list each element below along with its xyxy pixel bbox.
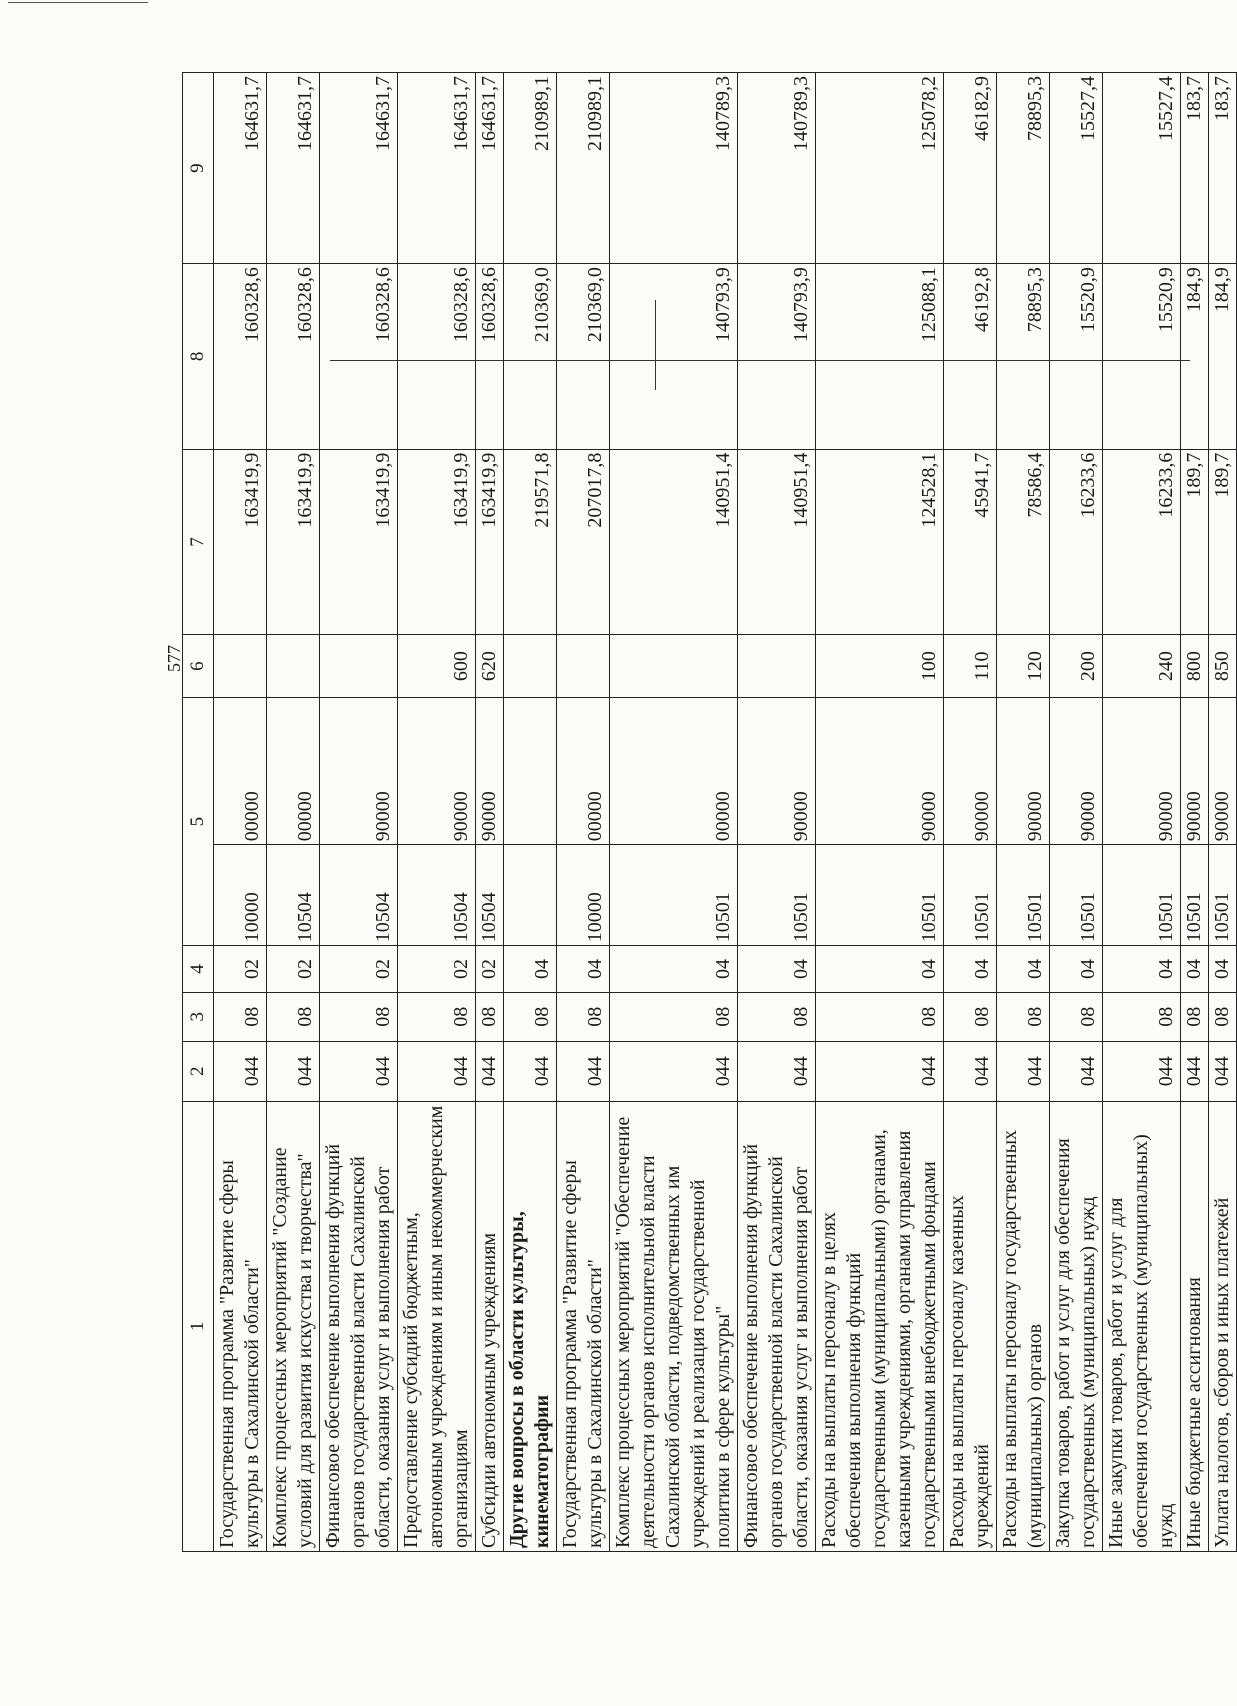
cell-c9: 164631,7: [267, 73, 320, 264]
cell-c2: 044: [1181, 1041, 1209, 1101]
cell-name: Расходы на выплаты персоналу казенных учреждений: [944, 1101, 997, 1551]
table-row: [944, 73, 997, 1552]
cell-c6: 240: [1103, 635, 1181, 698]
cell-c6: [557, 635, 610, 698]
cell-c6: 110: [944, 635, 997, 698]
cell-c5a: 10501: [610, 845, 738, 946]
cell-c5a: 10501: [997, 845, 1050, 946]
cell-c7: 163419,9: [476, 449, 504, 635]
table-row: [476, 73, 504, 1552]
cell-c4: 02: [320, 946, 398, 992]
cell-c6: [610, 635, 738, 698]
cell-c5b: 90000: [1209, 697, 1237, 844]
cell-c9: 46182,9: [944, 73, 997, 264]
cell-c3: 08: [267, 992, 320, 1041]
cell-c5b: 00000: [557, 697, 610, 844]
cell-name: Государственная программа "Развитие сферы культуры в Сахалинской области": [214, 1101, 267, 1551]
cell-c6: 620: [476, 635, 504, 698]
cell-c3: 08: [1181, 992, 1209, 1041]
table-row: [1181, 73, 1209, 1552]
cell-c7: 163419,9: [214, 449, 267, 635]
cell-name: Уплата налогов, сборов и иных платежей: [1209, 1101, 1237, 1551]
cell-c5a: 10000: [214, 845, 267, 946]
cell-name: Иные закупки товаров, работ и услуг для обеспечения государственных (муниципальных) нужд: [1103, 1101, 1181, 1551]
cell-c8: 46192,8: [944, 264, 997, 450]
cell-c7: 45941,7: [944, 449, 997, 635]
cell-c5b: 90000: [738, 697, 816, 844]
header-cell-9: 9: [183, 73, 214, 264]
cell-c5b: 90000: [476, 697, 504, 844]
cell-c5b: 00000: [610, 697, 738, 844]
cell-c4: 02: [398, 946, 476, 992]
cell-c2: 044: [476, 1041, 504, 1101]
budget-table: [182, 72, 1237, 1552]
cell-c5b: 90000: [816, 697, 944, 844]
cell-c7: 219571,8: [504, 449, 557, 635]
cell-c6: [214, 635, 267, 698]
cell-c9: 15527,4: [1050, 73, 1103, 264]
cell-c2: 044: [504, 1041, 557, 1101]
cell-name: Другие вопросы в области культуры, кинематографии: [504, 1101, 557, 1551]
cell-c5a: 10504: [476, 845, 504, 946]
cell-c7: 140951,4: [610, 449, 738, 635]
cell-c3: 08: [610, 992, 738, 1041]
table-row: [320, 73, 398, 1552]
cell-name: Расходы на выплаты персоналу государственных (муниципальных) органов: [997, 1101, 1050, 1551]
table-row: [1050, 73, 1103, 1552]
cell-c5b: [504, 697, 557, 844]
cell-c9: 164631,7: [320, 73, 398, 264]
cell-c8: 160328,6: [476, 264, 504, 450]
cell-c5b: 90000: [944, 697, 997, 844]
cell-c8: 15520,9: [1050, 264, 1103, 450]
cell-c8: 160328,6: [267, 264, 320, 450]
cell-c2: 044: [398, 1041, 476, 1101]
cell-c5a: 10504: [398, 845, 476, 946]
cell-c9: 210989,1: [557, 73, 610, 264]
cell-c8: 184,9: [1209, 264, 1237, 450]
cell-c6: 600: [398, 635, 476, 698]
cell-c6: [504, 635, 557, 698]
cell-c6: 800: [1181, 635, 1209, 698]
cell-name: Субсидии автономным учреждениям: [476, 1101, 504, 1551]
cell-c5b: 90000: [997, 697, 1050, 844]
cell-c9: 78895,3: [997, 73, 1050, 264]
cell-c6: [267, 635, 320, 698]
cell-c4: 04: [816, 946, 944, 992]
cell-c5a: 10501: [1209, 845, 1237, 946]
cell-c9: 140789,3: [738, 73, 816, 264]
cell-c8: 140793,9: [738, 264, 816, 450]
cell-c4: 04: [997, 946, 1050, 992]
cell-c3: 08: [398, 992, 476, 1041]
cell-c6: 100: [816, 635, 944, 698]
cell-c7: 16233,6: [1103, 449, 1181, 635]
cell-c3: 08: [816, 992, 944, 1041]
header-cell-7: 7: [183, 449, 214, 635]
header-cell-3: 3: [183, 992, 214, 1041]
table-row: [610, 73, 738, 1552]
cell-c7: 78586,4: [997, 449, 1050, 635]
cell-c9: 210989,1: [504, 73, 557, 264]
cell-c4: 04: [944, 946, 997, 992]
cell-c5b: 00000: [267, 697, 320, 844]
cell-c2: 044: [944, 1041, 997, 1101]
cell-c4: 04: [1209, 946, 1237, 992]
header-cell-4: 4: [183, 946, 214, 992]
cell-c4: 02: [214, 946, 267, 992]
cell-c4: 04: [557, 946, 610, 992]
cell-c5b: 90000: [320, 697, 398, 844]
cell-c7: 140951,4: [738, 449, 816, 635]
cell-c4: 04: [1050, 946, 1103, 992]
cell-c5a: 10501: [1103, 845, 1181, 946]
cell-c8: 15520,9: [1103, 264, 1181, 450]
table-row: [398, 73, 476, 1552]
cell-c3: 08: [997, 992, 1050, 1041]
page-number: 577: [164, 645, 184, 672]
cell-c7: 163419,9: [398, 449, 476, 635]
cell-c8: 210369,0: [557, 264, 610, 450]
cell-c7: 163419,9: [320, 449, 398, 635]
header-cell-8: 8: [183, 264, 214, 450]
cell-c9: 164631,7: [214, 73, 267, 264]
cell-c9: 183,7: [1181, 73, 1209, 264]
table-row: [816, 73, 944, 1552]
cell-name: Иные бюджетные ассигнования: [1181, 1101, 1209, 1551]
cell-c3: 08: [476, 992, 504, 1041]
cell-c4: 02: [267, 946, 320, 992]
cell-c3: 08: [944, 992, 997, 1041]
cell-c2: 044: [997, 1041, 1050, 1101]
header-row: [183, 73, 214, 1552]
cell-name: Финансовое обеспечение выполнения функций органов государственной власти Сахалинской области, оказания услуг и выполнения работ: [320, 1101, 398, 1551]
cell-c2: 044: [1209, 1041, 1237, 1101]
cell-c5a: 10501: [738, 845, 816, 946]
cell-c9: 164631,7: [476, 73, 504, 264]
table-body: [183, 73, 1237, 1552]
cell-c2: 044: [557, 1041, 610, 1101]
header-cell-2: 2: [183, 1041, 214, 1101]
cell-c3: 08: [1050, 992, 1103, 1041]
cell-c3: 08: [738, 992, 816, 1041]
cell-c9: 164631,7: [398, 73, 476, 264]
cell-c6: [320, 635, 398, 698]
table-row: [267, 73, 320, 1552]
table-row: [1209, 73, 1237, 1552]
cell-c3: 08: [214, 992, 267, 1041]
cell-c5b: 00000: [214, 697, 267, 844]
cell-c9: 183,7: [1209, 73, 1237, 264]
table-row: [504, 73, 557, 1552]
cell-c7: 124528,1: [816, 449, 944, 635]
cell-c2: 044: [1050, 1041, 1103, 1101]
cell-name: Комплекс процессных мероприятий "Создание условий для развития искусства и творчества": [267, 1101, 320, 1551]
cell-c2: 044: [738, 1041, 816, 1101]
cell-c5b: 90000: [398, 697, 476, 844]
header-cell-6: 6: [183, 635, 214, 698]
cell-c2: 044: [1103, 1041, 1181, 1101]
cell-c8: 160328,6: [320, 264, 398, 450]
cell-c8: 160328,6: [398, 264, 476, 450]
cell-c6: 120: [997, 635, 1050, 698]
cell-c8: 140793,9: [610, 264, 738, 450]
cell-c2: 044: [816, 1041, 944, 1101]
cell-c4: 04: [504, 946, 557, 992]
cell-c7: 163419,9: [267, 449, 320, 635]
cell-name: Комплекс процессных мероприятий "Обеспечение деятельности органов исполнительной власти Сахалинской области, подведомственных им учреждений и реализация государственной политики в сфере культуры": [610, 1101, 738, 1551]
table-row: [1103, 73, 1181, 1552]
cell-c7: 189,7: [1181, 449, 1209, 635]
rotated-page: [136, 72, 1233, 1552]
cell-c8: 160328,6: [214, 264, 267, 450]
cell-c3: 08: [504, 992, 557, 1041]
cell-c6: [738, 635, 816, 698]
cell-c9: 15527,4: [1103, 73, 1181, 264]
cell-c7: 189,7: [1209, 449, 1237, 635]
cell-c5b: 90000: [1181, 697, 1209, 844]
cell-c9: 140789,3: [610, 73, 738, 264]
cell-c3: 08: [320, 992, 398, 1041]
cell-c2: 044: [267, 1041, 320, 1101]
cell-name: Расходы на выплаты персоналу в целях обеспечения выполнения функций государственными (муниципальными) органами, казенными учреждениями, органами управления государственными внебюджетными фондами: [816, 1101, 944, 1551]
cell-c4: 04: [738, 946, 816, 992]
cell-c8: 184,9: [1181, 264, 1209, 450]
cell-c4: 02: [476, 946, 504, 992]
header-cell-1: 1: [183, 1101, 214, 1551]
cell-name: Государственная программа "Развитие сферы культуры в Сахалинской области": [557, 1101, 610, 1551]
table-row: [738, 73, 816, 1552]
cell-c3: 08: [1103, 992, 1181, 1041]
cell-c2: 044: [214, 1041, 267, 1101]
cell-c5a: 10501: [944, 845, 997, 946]
cell-c4: 04: [1181, 946, 1209, 992]
cell-c6: 850: [1209, 635, 1237, 698]
cell-c5a: 10504: [267, 845, 320, 946]
table-row: [997, 73, 1050, 1552]
cell-c5b: 90000: [1050, 697, 1103, 844]
cell-c5a: [504, 845, 557, 946]
cell-c5a: 10501: [1181, 845, 1209, 946]
cell-c8: 78895,3: [997, 264, 1050, 450]
cell-c2: 044: [320, 1041, 398, 1101]
cell-name: Закупка товаров, работ и услуг для обеспечения государственных (муниципальных) нужд: [1050, 1101, 1103, 1551]
cell-c5a: 10000: [557, 845, 610, 946]
header-cell-5: 5: [183, 697, 214, 945]
cell-c4: 04: [1103, 946, 1181, 992]
cell-c5a: 10501: [816, 845, 944, 946]
cell-c5a: 10504: [320, 845, 398, 946]
cell-c4: 04: [610, 946, 738, 992]
cell-c8: 125088,1: [816, 264, 944, 450]
cell-c7: 16233,6: [1050, 449, 1103, 635]
table-row: [557, 73, 610, 1552]
cell-c7: 207017,8: [557, 449, 610, 635]
cell-c9: 125078,2: [816, 73, 944, 264]
cell-c3: 08: [1209, 992, 1237, 1041]
scan-top-line: [8, 2, 148, 3]
cell-c5b: 90000: [1103, 697, 1181, 844]
cell-c3: 08: [557, 992, 610, 1041]
cell-c6: 200: [1050, 635, 1103, 698]
cell-c8: 210369,0: [504, 264, 557, 450]
table-row: [214, 73, 267, 1552]
cell-c5a: 10501: [1050, 845, 1103, 946]
cell-c2: 044: [610, 1041, 738, 1101]
cell-name: Финансовое обеспечение выполнения функций органов государственной власти Сахалинской области, оказания услуг и выполнения работ: [738, 1101, 816, 1551]
cell-name: Предоставление субсидий бюджетным, автономным учреждениям и иным некоммерческим организациям: [398, 1101, 476, 1551]
